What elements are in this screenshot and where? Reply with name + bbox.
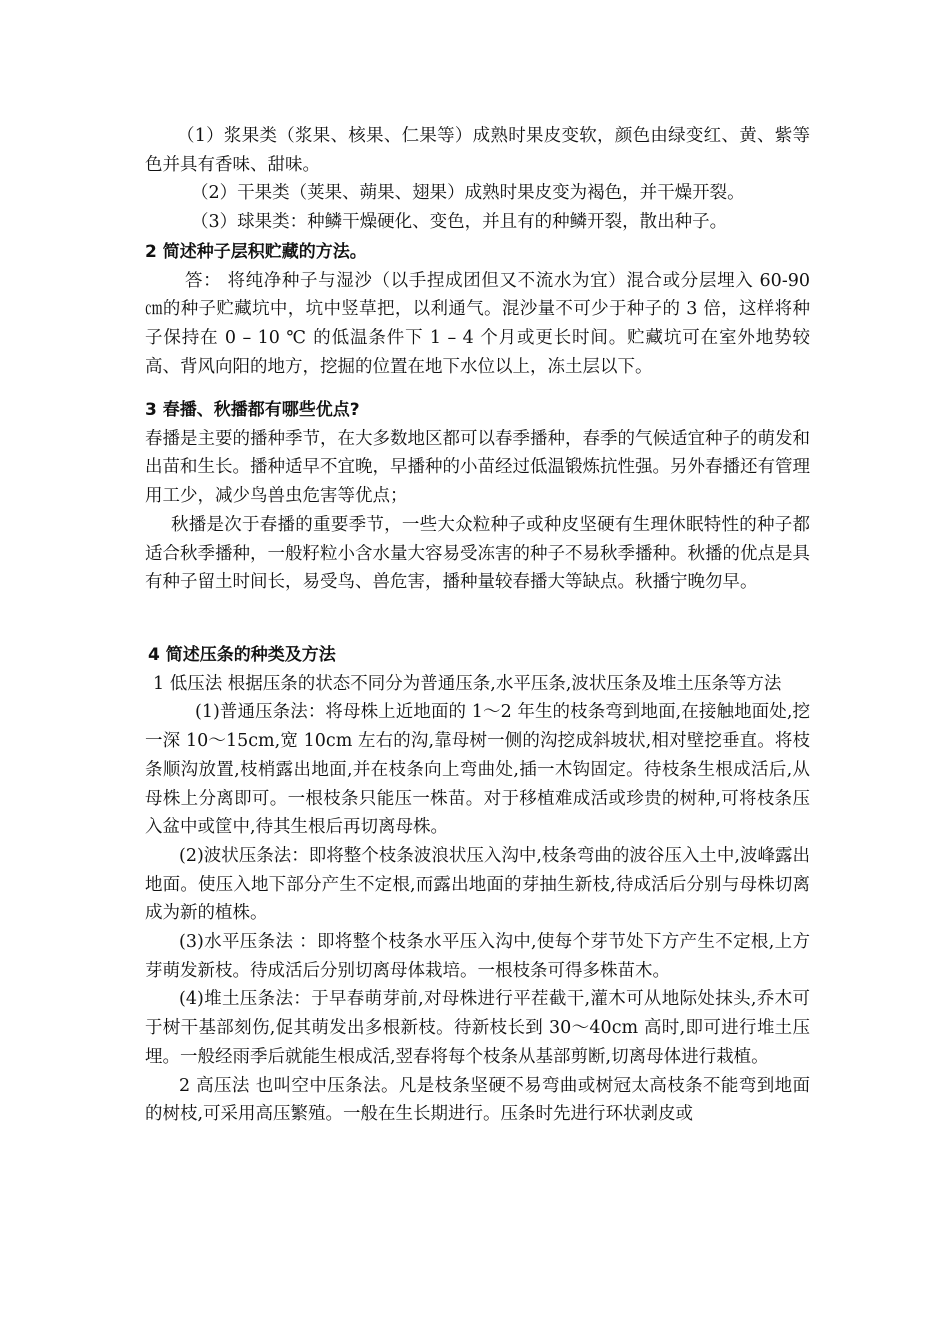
question-2-title: 2 简述种子层积贮藏的方法。	[145, 242, 367, 262]
question-2-section	[145, 238, 810, 382]
ordinary-layering-paragraph: (1)普通压条法：将母株上近地面的 1～2 年生的枝条弯到地面,在接触地面处,挖一深 10～15cm,宽 10cm 左右的沟,靠母树一侧的沟挖成斜坡状,相对壁挖垂直。将枝条顺沟放置,枝梢露出地面,并在枝条向上弯曲处,插一木钩固定。待枝条生根成活后,从母株上分离即可。一根枝条只能压一株苗。对于移植难成活或珍贵的树种,可将枝条压入盆中或筐中,待其生根后再切离母株。	[145, 702, 810, 838]
question-3-spring-paragraph: 春播是主要的播种季节，在大多数地区都可以春季播种，春季的气候适宜种子的萌发和出苗和生长。播种适早不宜晚，早播种的小苗经过低温锻炼抗性强。另外春播还有管理用工少，减少鸟兽虫危害等优点；	[145, 428, 810, 507]
fruit-berry-paragraph: （1）浆果类（浆果、核果、仁果等）成熟时果皮变软，颜色由绿变红、黄、紫等色并具有香味、甜味。	[145, 126, 810, 175]
fruit-dry-paragraph: （2）干果类（荚果、蒴果、翅果）成熟时果皮变为褐色，并干燥开裂。	[191, 183, 745, 204]
mound-layering-paragraph: (4)堆土压条法：于早春萌芽前,对母株进行平茬截干,灌木可从地际处抹头,乔木可于树干基部刻伤,促其萌发出多根新枝。待新枝长到 30～40cm 高时,即可进行堆土压埋。一般经雨季后就能生根成活,翌春将每个枝条从基部剪断,切离母体进行栽植。	[145, 989, 810, 1067]
fruit-cone-paragraph: （3）球果类：种鳞干燥硬化、变色，并且有的种鳞开裂，散出种子。	[191, 212, 728, 233]
wave-layering-paragraph: (2)波状压条法：即将整个枝条波浪状压入沟中,枝条弯曲的波谷压入土中,波峰露出地面。使压入地下部分产生不定根,而露出地面的芽抽生新枝,待成活后分别与母株切离成为新的植株。	[145, 845, 810, 924]
low-layering-intro: 1 低压法 根据压条的状态不同分为普通压条,水平压条,波状压条及堆土压条等方法	[153, 673, 782, 694]
question-3-title: 3 春播、秋播都有哪些优点?	[145, 400, 360, 420]
fruit-section	[145, 122, 810, 237]
question-2-answer: 答： 将纯净种子与湿沙（以手捏成团但又不流水为宜）混合或分层埋入 60-90 ㎝的种子贮藏坑中，坑中竖草把，以利通气。混沙量不可少于种子的 3 倍，这样将种子保持在 0 – 10 ℃ 的低温条件下 1 – 4 个月或更长时间。贮藏坑可在室外地势较高、背风向阳的地方，挖掘的位置在地下水位以上，冻土层以下。	[145, 270, 810, 377]
question-4-section	[145, 641, 810, 1129]
question-3-autumn-paragraph: 秋播是次于春播的重要季节，一些大众粒种子或种皮坚硬有生理休眠特性的种子都适合秋季播种，一般籽粒小含水量大容易受冻害的种子不易秋季播种。秋播的优点是具有种子留土时间长，易受鸟、兽危害，播种量较春播大等缺点。秋播宁晚勿早。	[145, 514, 810, 593]
horizontal-layering-paragraph: (3)水平压条法 ：即将整个枝条水平压入沟中,使每个芽节处下方产生不定根,上方芽萌发新枝。待成活后分别切离母体栽培。一根枝条可得多株苗木。	[145, 932, 810, 981]
question-4-title: 4 简述压条的种类及方法	[148, 645, 336, 665]
air-layering-paragraph: 2 高压法 也叫空中压条法。凡是枝条坚硬不易弯曲或树冠太高枝条不能弯到地面的树枝,可采用高压繁殖。一般在生长期进行。压条时先进行环状剥皮或	[145, 1075, 810, 1125]
question-3-section	[145, 396, 810, 597]
